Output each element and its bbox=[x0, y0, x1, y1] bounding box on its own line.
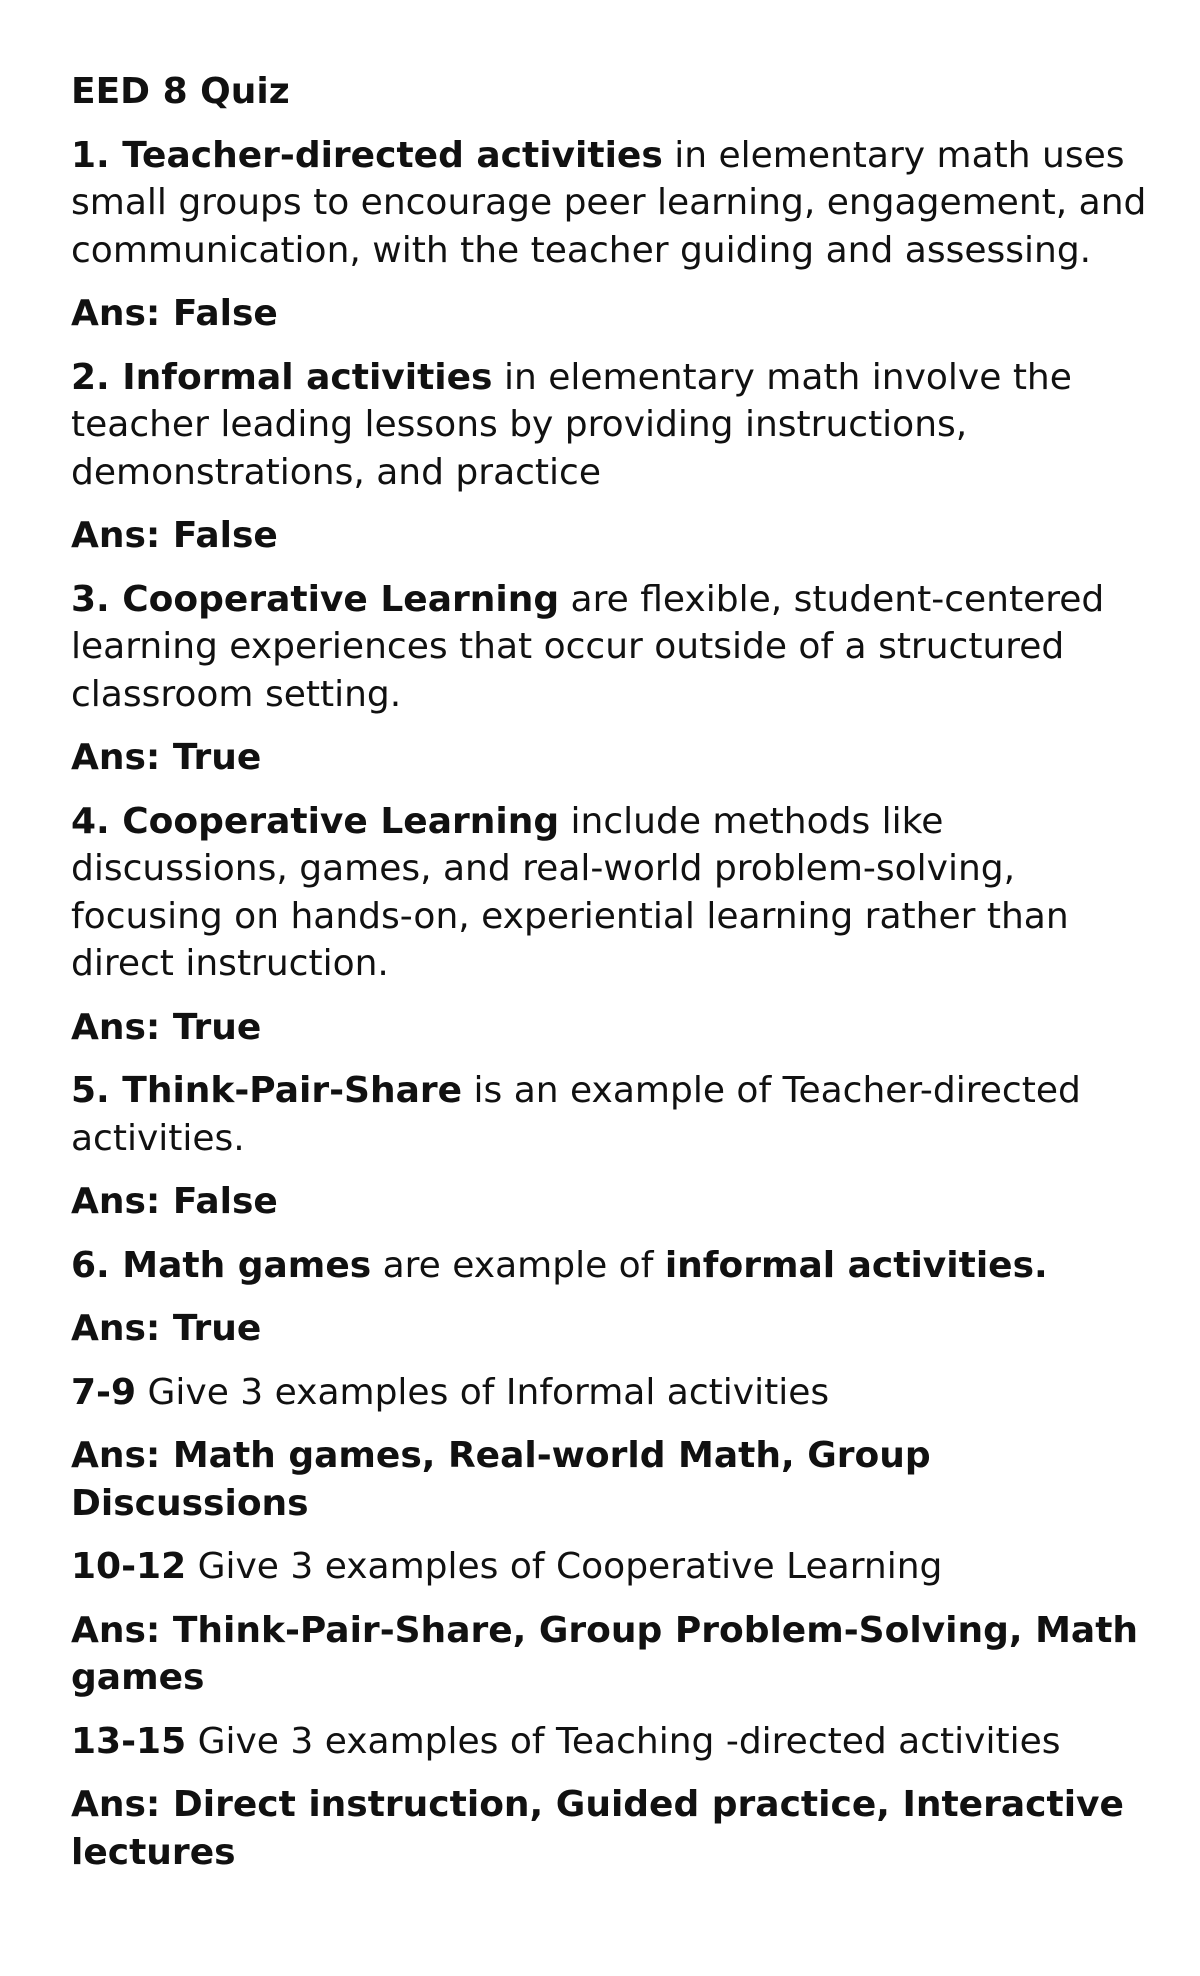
answer-4: Ans: True bbox=[71, 1006, 262, 1048]
question-4-text: include methods like discussions, games, and real-world problem-solving, focusing on hands-on, experiential learning rather than direct instruction. bbox=[71, 800, 1069, 984]
question-5-text: is an example of Teacher-directed activities. bbox=[71, 1070, 1081, 1159]
question-3-text: are flexible, student-centered learning experiences that occur outside of a structured classroom setting. bbox=[71, 578, 1105, 715]
answer-2: Ans: False bbox=[71, 515, 278, 556]
question-13-15 bbox=[71, 1718, 1151, 1766]
question-7-9-lead: 7-9 bbox=[71, 1371, 137, 1413]
question-2 bbox=[71, 354, 1151, 497]
answer-5: Ans: False bbox=[71, 1181, 278, 1222]
question-7-9-text: Give 3 examples of Informal activities bbox=[136, 1371, 830, 1413]
answer-6: Ans: True bbox=[71, 1308, 262, 1349]
question-3-lead: 3. Cooperative Learning bbox=[71, 578, 560, 620]
question-6-text: are example of bbox=[371, 1244, 665, 1286]
answer-3: Ans: True bbox=[71, 737, 262, 778]
question-10-12-text: Give 3 examples of Cooperative Learning bbox=[186, 1546, 943, 1587]
question-4 bbox=[71, 798, 1151, 988]
question-7-9 bbox=[71, 1369, 1151, 1417]
question-3 bbox=[71, 576, 1151, 719]
answer-10-12: Ans: Think-Pair-Share, Group Problem-Solving, Math games bbox=[71, 1609, 1139, 1698]
question-10-12-lead: 10-12 bbox=[71, 1546, 187, 1587]
question-6-lead: 6. Math games bbox=[71, 1244, 372, 1286]
answer-1: Ans: False bbox=[71, 293, 278, 334]
question-2-lead: 2. Informal activities bbox=[71, 356, 493, 398]
question-13-15-lead: 13-15 bbox=[71, 1720, 187, 1762]
question-5 bbox=[71, 1067, 1151, 1162]
document-title: EED 8 Quiz bbox=[71, 71, 290, 112]
question-1 bbox=[71, 132, 1151, 275]
answer-7-9: Ans: Math games, Real-world Math, Group Discussions bbox=[71, 1435, 931, 1524]
question-6 bbox=[71, 1242, 1151, 1290]
question-1-text: in elementary math uses small groups to encourage peer learning, engagement, and communication, with the teacher guiding and assessing. bbox=[71, 134, 1147, 271]
question-6-tail: informal activities. bbox=[664, 1244, 1048, 1286]
question-5-lead: 5. Think-Pair-Share bbox=[71, 1070, 463, 1111]
question-2-text: in elementary math involve the teacher leading lessons by providing instructions, demonstrations, and practice bbox=[71, 356, 1072, 493]
question-1-lead: 1. Teacher-directed activities bbox=[71, 134, 663, 176]
quiz-document bbox=[71, 68, 1151, 1892]
question-13-15-text: Give 3 examples of Teaching -directed activities bbox=[186, 1720, 1061, 1762]
answer-13-15: Ans: Direct instruction, Guided practice, Interactive lectures bbox=[71, 1784, 1124, 1873]
question-10-12 bbox=[71, 1543, 1151, 1591]
question-4-lead: 4. Cooperative Learning bbox=[71, 800, 560, 842]
